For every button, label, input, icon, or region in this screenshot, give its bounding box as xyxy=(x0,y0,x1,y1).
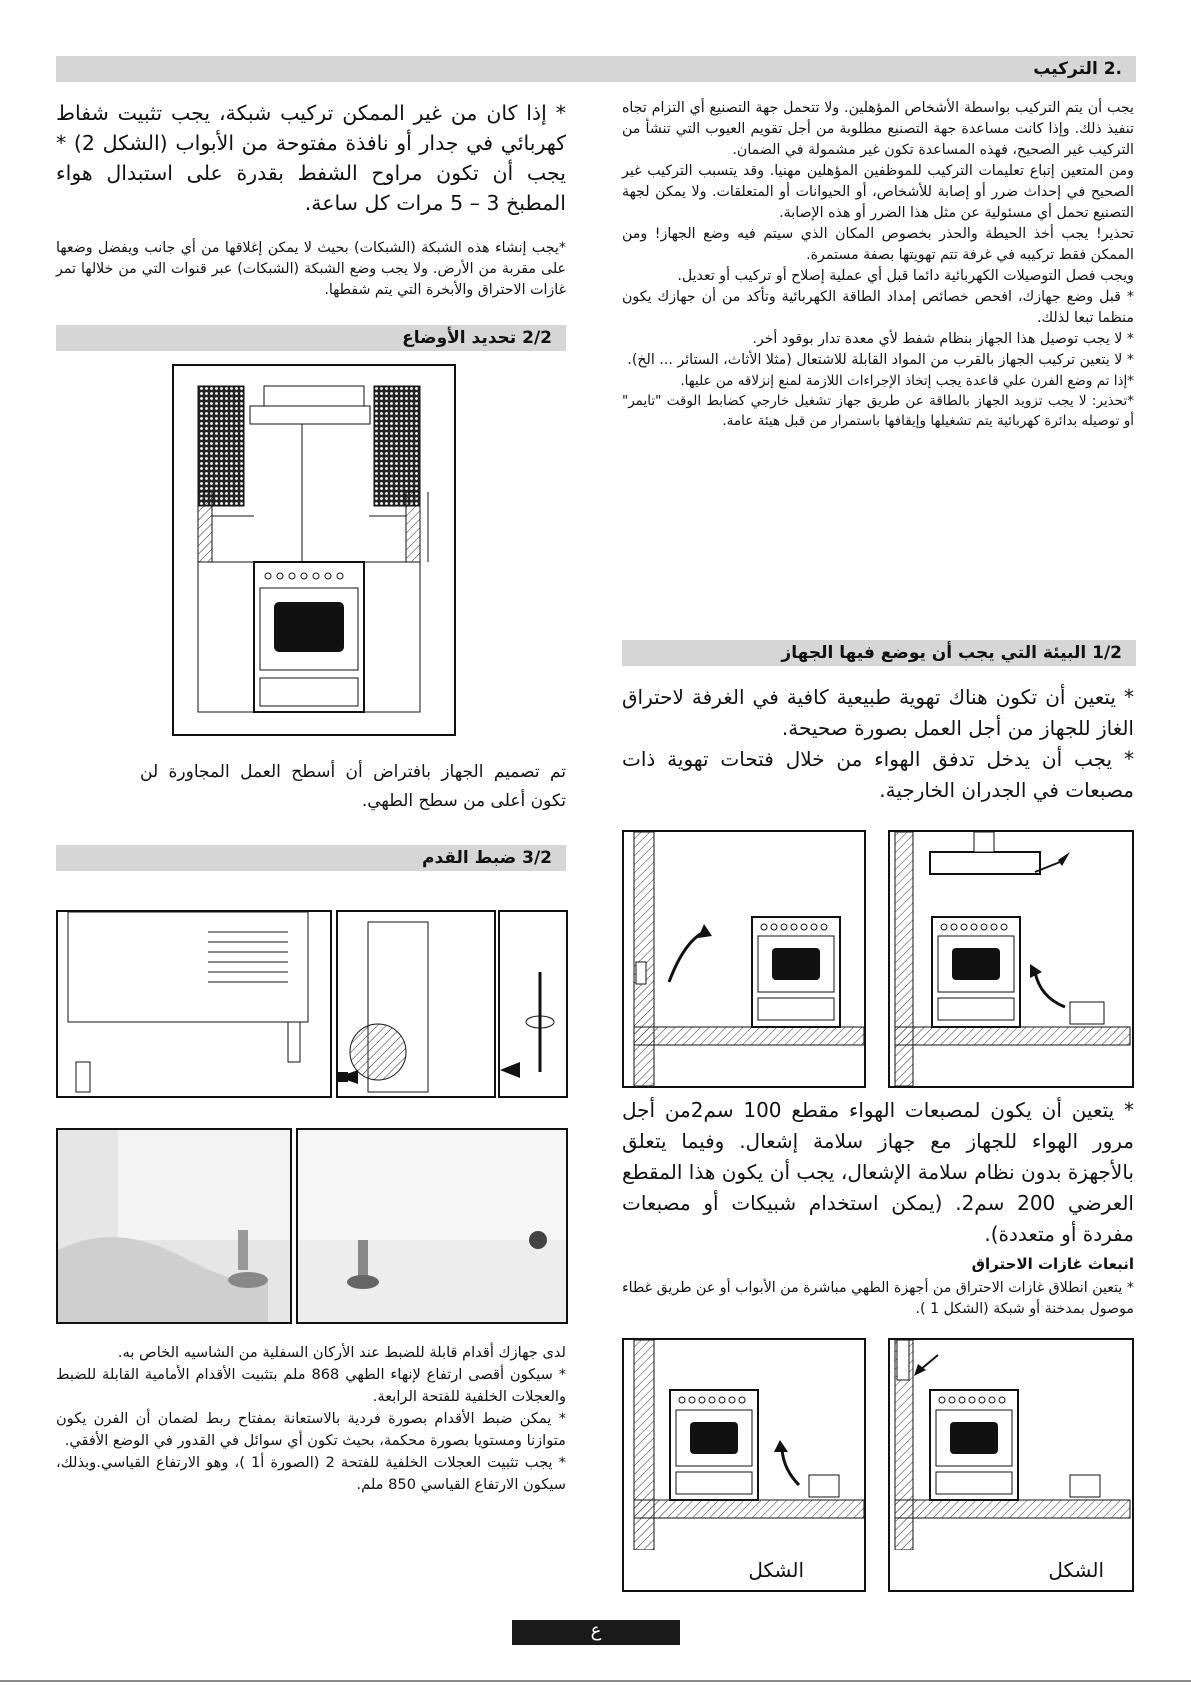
warning-paragraph: تحذير! يجب أخذ الحيطة والحذر بخصوص المكان الذي سيتم فيه وضع الجهاز! ومن الممكن فقط تركيبه في غرفة تتم تهويتها بصفة مستمرة. xyxy=(622,226,1134,263)
intro-paragraph: * قبل وضع جهازك، افحص خصائص إمداد الطاقة الكهربائية وتأكد من أن جهازك يكون منظما تبعا لذلك. xyxy=(622,289,1134,326)
photo-foot-and-wheel xyxy=(296,1128,568,1324)
feet-paragraph: * يجب تثبيت العجلات الخلفية للفتحة 2 (الصورة أ1 )، وهو الارتفاع القياسي.وبذلك، سيكون الارتفاع القياسي 850 ملم. xyxy=(56,1454,566,1493)
intro-paragraph: * لا يجب توصيل هذا الجهاز بنظام شفط لأي معدة تدار بوقود أخر. xyxy=(752,331,1134,347)
ventilation-paragraph: * يتعين أن تكون هناك تهوية طبيعية كافية في الغرفة لاحتراق الغاز للجهاز من أجل العمل بصورة صحيحة. xyxy=(622,685,1134,740)
vents-paragraph: * يتعين أن يكون لمصبعات الهواء مقطع 100 سم2من أجل مرور الهواء للجهاز مع جهاز سلامة إشعال. وفيما يتعلق بالأجهزة بدون نظام سلامة الإشعال، يجب أن يكون هذا المقطع العرضي 200 سم2. (يمكن استخدام شبيكات أو مصبعات مفردة أو متعددة). xyxy=(622,1098,1134,1246)
feet-text-block xyxy=(56,1342,566,1496)
bottom-rule xyxy=(0,1680,1191,1682)
section-2-2-header xyxy=(56,325,566,351)
section-1-2-title: 1/2 البيئة التي يجب أن يوضع فيها الجهاز xyxy=(781,643,1122,663)
section-3-2-header xyxy=(56,845,566,871)
figure-hood-vent xyxy=(888,830,1134,1088)
section-1-2-header xyxy=(622,640,1136,666)
intro-paragraph: *إذا تم وضع الفرن علي قاعدة يجب إتخاذ الإجراءات اللازمة لمنع إنزلاقه من عليها. xyxy=(680,373,1134,389)
figure-wall-fan xyxy=(622,830,866,1088)
figure-vent-grille-left xyxy=(622,1338,866,1592)
exhaust-text: * يتعين انطلاق غازات الاحتراق من أجهزة الطهي مباشرة من الأبواب أو عن طريق غطاء موصول بمدخنة أو شبكة (الشكل 1 ). xyxy=(622,1280,1134,1317)
feet-paragraph: * سيكون أقصى ارتفاع لإنهاء الطهي 868 ملم بتثبيت الأقدام الأمامية القابلة للضبط والعجلات الخلفية للفتحة الرابعة. xyxy=(56,1366,566,1405)
page-number-bar xyxy=(512,1620,680,1645)
photo-foot-adjust-hand xyxy=(56,1128,292,1324)
figure-installation-position xyxy=(172,364,456,736)
feet-paragraph: لدى جهازك أقدام قابلة للضبط عند الأركان السفلية من الشاسيه الخاص به. xyxy=(117,1344,566,1361)
intro-paragraph: * لا يتعين تركيب الجهاز بالقرب من المواد القابلة للاشتعال (مثلا الأثاث، الستائر ... الخ). xyxy=(627,352,1134,368)
intro-text-block xyxy=(622,98,1134,431)
figure-caption: الشكل xyxy=(1048,1558,1104,1582)
feet-paragraph: * يمكن ضبط الأقدام بصورة فردية بالاستعانة بمفتاح ربط لضمان أن الفرن يكون متوازنا ومستويا بصورة محكمة، بحيث تكون أي سوائل في القدور في الوضع الأفقي. xyxy=(56,1410,566,1449)
section-2-2-title: 2/2 تحديد الأوضاع xyxy=(402,328,552,348)
section-title: .2 التركيب xyxy=(1033,59,1122,79)
intro-paragraph: يجب أن يتم التركيب بواسطة الأشخاص المؤهلين. ولا تتحمل جهة التصنيع أي التزام تجاه تنفيذ ذلك. وإذا كانت مساعدة جهة التصنيع مطلوبة من أجل تقويم العيوب التي تنشأ من التركيب غير الصحيح، فهذه المساعدة تكون غير مشمولة في الضمان. xyxy=(622,100,1134,158)
ventilation-paragraph: * يجب أن يدخل تدفق الهواء من خلال فتحات تهوية ذات مصبعات في الجدران الخارجية. xyxy=(622,747,1134,802)
intro-paragraph: *تحذير: لا يجب تزويد الجهاز بالطاقة عن طريق جهاز تشغيل خارجي كضابط الوقت "تايمر" أو توصيله بدائرة كهربائية يتم تشغيلها وإيقافها باستمرار من قبل هيئة عامة. xyxy=(622,393,1134,429)
vents-text-block xyxy=(622,1095,1134,1250)
figure-vent-grille-right xyxy=(888,1338,1134,1592)
figure-wheel-slots xyxy=(336,910,496,1098)
exhaust-title: انبعاث غازات الاحتراق xyxy=(971,1255,1134,1273)
figure-caption: الشكل xyxy=(748,1558,804,1582)
section-header-bar xyxy=(56,56,1136,82)
figure-rear-wheels xyxy=(56,910,332,1098)
ventilation-text-block xyxy=(622,682,1134,806)
page-number: ع xyxy=(590,1620,602,1641)
figure-adjustable-foot xyxy=(498,910,568,1098)
section-3-2-title: 3/2 ضبط القدم xyxy=(421,848,552,868)
intro-paragraph: ويجب فصل التوصيلات الكهربائية دائما قبل أي عملية إصلاح أو تركيب أو تعديل. xyxy=(677,268,1134,284)
grid-note-text: *يجب إنشاء هذه الشبكة (الشبكات) بحيث لا يمكن إغلاقها من أي جانب ويفضل وضعها على مقربة من الأرض. ولا يجب وضع الشبكة (الشبكات) عبر قنوات التي من خلالها تمر غازات الاحتراق والأبخرة التي يتم شفطها. xyxy=(56,240,566,298)
intro-paragraph: ومن المتعين إتباع تعليمات التركيب للموظفين المؤهلين مهنيا. وقد يتسبب التركيب غير الصحيح في إحداث ضرر أو إصابة للأشخاص، أو الحيوانات أو المتعلقات. ولا يمكن لجهة التصنيع تحمل أي مسئولية عن مثل هذا الضرر أو هذه الإصابة. xyxy=(622,163,1134,221)
position-note: تم تصميم الجهاز بافتراض أن أسطح العمل المجاورة لن تكون أعلى من سطح الطهي. xyxy=(140,762,566,811)
exhaust-fan-text: * إذا كان من غير الممكن تركيب شبكة، يجب تثبيت شفاط كهربائي في جدار أو نافذة مفتوحة من الأبواب (الشكل 2) * يجب أن تكون مراوح الشفط بقدرة على استبدال هواء المطبخ 3 – 5 مرات كل ساعة. xyxy=(56,101,566,215)
